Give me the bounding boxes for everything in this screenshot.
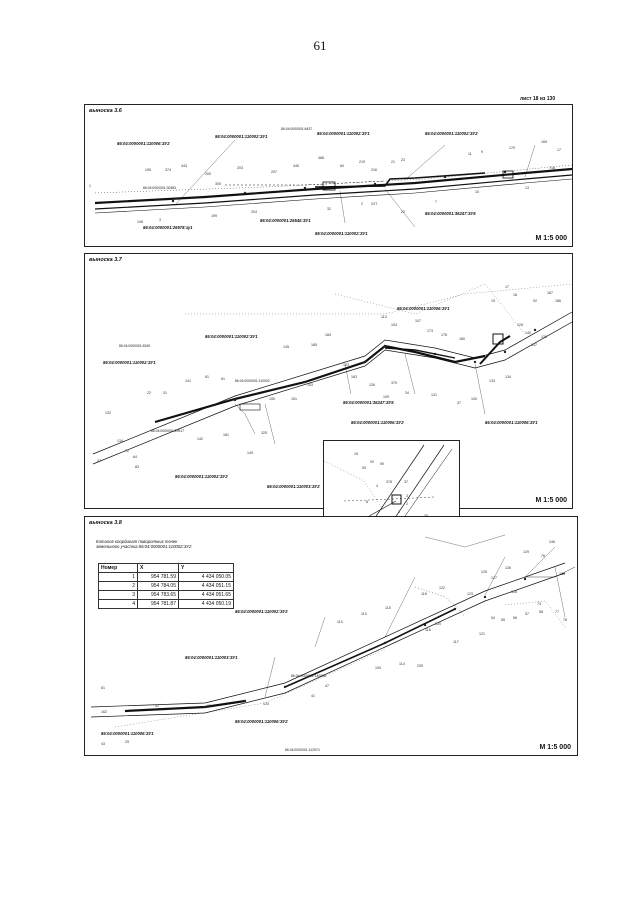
- panel-title: выноска 3.7: [89, 257, 122, 263]
- map-scale: М 1:5 000: [535, 497, 567, 504]
- cadastral-number: 86:04:0000001:29917: [151, 429, 184, 433]
- svg-text:92: 92: [370, 460, 374, 464]
- svg-text:31: 31: [163, 391, 167, 395]
- svg-text:19: 19: [491, 299, 495, 303]
- svg-text:116: 116: [421, 592, 427, 596]
- parcel-label: 86:04:0000001:110002:ЗУ1: [317, 131, 370, 136]
- svg-text:3: 3: [159, 218, 161, 222]
- parcel-label: 86:04:0000001:26578:зу1: [143, 225, 193, 230]
- svg-text:374: 374: [165, 168, 171, 172]
- svg-text:195: 195: [145, 168, 151, 172]
- map-drawing: [85, 105, 572, 246]
- svg-text:17: 17: [557, 148, 561, 152]
- svg-text:325: 325: [261, 431, 267, 435]
- svg-text:134: 134: [117, 439, 123, 443]
- table-row: 3 954 783.65 4 434 051.65: [99, 591, 234, 600]
- svg-text:73: 73: [537, 602, 541, 606]
- svg-text:186: 186: [555, 299, 561, 303]
- map-scale: М 1:5 000: [535, 235, 567, 242]
- svg-text:443: 443: [181, 164, 187, 168]
- svg-text:124: 124: [263, 702, 269, 706]
- svg-text:305: 305: [215, 182, 221, 186]
- parcel-label: 86:04:0000001:110006:ЗУ2: [117, 141, 170, 146]
- svg-text:93: 93: [362, 466, 366, 470]
- svg-text:445: 445: [293, 164, 299, 168]
- svg-text:1: 1: [89, 184, 91, 188]
- svg-text:41: 41: [311, 694, 315, 698]
- svg-text:123: 123: [467, 592, 473, 596]
- svg-text:142: 142: [197, 437, 203, 441]
- svg-text:125: 125: [517, 323, 523, 327]
- svg-text:718: 718: [549, 166, 555, 170]
- svg-text:170: 170: [509, 146, 515, 150]
- svg-text:133: 133: [489, 379, 495, 383]
- parcel-label: 86:04:0000001:110003:ЗУ2: [267, 484, 320, 489]
- svg-text:72: 72: [125, 449, 129, 453]
- page-number: 61: [313, 38, 327, 53]
- svg-text:113: 113: [361, 612, 367, 616]
- svg-text:204: 204: [251, 210, 257, 214]
- svg-text:56: 56: [513, 616, 517, 620]
- parcel-label: 86:04:0000001:110006:ЗУ1: [485, 420, 538, 425]
- svg-text:126: 126: [369, 383, 375, 387]
- svg-text:137: 137: [531, 343, 537, 347]
- svg-text:121: 121: [479, 632, 485, 636]
- svg-text:149: 149: [247, 451, 253, 455]
- svg-text:78: 78: [563, 618, 567, 622]
- svg-text:113: 113: [381, 315, 387, 319]
- svg-text:199: 199: [211, 214, 217, 218]
- svg-text:95: 95: [207, 704, 211, 708]
- svg-text:51: 51: [155, 704, 159, 708]
- svg-text:64: 64: [133, 455, 137, 459]
- sheet-label: лист 18 из 130: [520, 96, 556, 102]
- svg-text:488: 488: [318, 156, 324, 160]
- svg-text:8: 8: [366, 500, 368, 504]
- svg-text:138: 138: [541, 335, 547, 339]
- parcel-label: 86:04:0000001:110002:ЗУ2: [235, 609, 288, 614]
- svg-text:61: 61: [221, 377, 225, 381]
- svg-text:109: 109: [383, 395, 389, 399]
- svg-text:92: 92: [533, 299, 537, 303]
- cadastral-number: 86:04:0000001:6437: [281, 127, 313, 131]
- table-row: 1 954 781.59 4 434 050.05: [99, 573, 234, 582]
- svg-text:378: 378: [386, 480, 392, 484]
- parcel-label: 86:04:0000001:110003:ЗУ1: [185, 655, 238, 660]
- cadastral-number: 86:04:0000001:140006: [291, 674, 326, 678]
- parcel-label: 86:04:0000001:110002:ЗУ2: [425, 131, 478, 136]
- coordinate-table: [98, 563, 234, 609]
- svg-text:22: 22: [147, 391, 151, 395]
- svg-text:115: 115: [385, 606, 391, 610]
- svg-text:2: 2: [361, 202, 363, 206]
- svg-text:2V7: 2V7: [371, 202, 378, 206]
- svg-text:27: 27: [97, 459, 101, 463]
- parcel-label: 86:04:0000001:36247:ЗУ5: [343, 400, 394, 405]
- svg-text:13: 13: [525, 186, 529, 190]
- parcel-label: 86:04:0000001:110002:ЗУ1: [205, 334, 258, 339]
- parcel-label: 86:04:0000001:110006:ЗУ1: [397, 306, 450, 311]
- cadastral-number: 86:04:0000001:110002: [235, 379, 270, 383]
- svg-text:184: 184: [325, 333, 331, 337]
- svg-text:153: 153: [307, 383, 313, 387]
- map-scale: М 1:5 000: [539, 744, 571, 751]
- svg-text:140: 140: [525, 331, 531, 335]
- svg-text:219: 219: [359, 160, 365, 164]
- svg-text:23: 23: [401, 158, 405, 162]
- svg-text:122: 122: [439, 586, 445, 590]
- svg-text:134: 134: [505, 375, 511, 379]
- svg-text:100: 100: [471, 397, 477, 401]
- svg-text:125: 125: [481, 570, 487, 574]
- svg-text:187: 187: [547, 291, 553, 295]
- parcel-label: 86:04:0000001:36247:ЗУ5: [425, 211, 476, 216]
- map-drawing: [85, 517, 577, 755]
- cadastral-number: 86:04:0000001:30383: [143, 186, 176, 190]
- svg-text:169: 169: [541, 140, 547, 144]
- svg-text:185: 185: [311, 343, 317, 347]
- svg-text:2: 2: [406, 502, 408, 506]
- cadastral-number: 86:04:0000001:6349: [119, 344, 151, 348]
- svg-text:60: 60: [340, 164, 344, 168]
- parcel-label: 86:04:0000001:110002:ЗУ2: [175, 474, 228, 479]
- svg-text:173: 173: [427, 329, 433, 333]
- svg-text:178: 178: [441, 333, 447, 337]
- svg-text:25: 25: [125, 740, 129, 744]
- svg-text:4: 4: [376, 484, 378, 488]
- svg-text:77: 77: [555, 610, 559, 614]
- svg-text:207: 207: [271, 170, 277, 174]
- svg-text:120: 120: [435, 622, 441, 626]
- svg-text:37: 37: [404, 480, 408, 484]
- cadastral-number: 86:04:0000001:112974: [285, 748, 320, 752]
- svg-text:200: 200: [205, 172, 211, 176]
- svg-text:127: 127: [491, 576, 497, 580]
- parcel-label: 86:04:0000001:110006:ЗУ1: [101, 731, 154, 736]
- panel-title: выноска 3.6: [89, 108, 122, 114]
- parcel-label: 86:04:0000001:110002:ЗУ1: [215, 134, 268, 139]
- svg-text:18: 18: [513, 293, 517, 297]
- svg-text:90: 90: [380, 462, 384, 466]
- panel-title: выноска 3.8: [89, 520, 122, 526]
- svg-text:141: 141: [185, 379, 191, 383]
- svg-text:81: 81: [205, 375, 209, 379]
- svg-text:132: 132: [105, 411, 111, 415]
- svg-text:126: 126: [505, 566, 511, 570]
- svg-text:7: 7: [435, 200, 437, 204]
- svg-text:83: 83: [135, 465, 139, 469]
- parcel-label: 86:04:0000001:26545:ЗУ1: [260, 218, 311, 223]
- svg-text:151: 151: [291, 397, 297, 401]
- svg-text:128: 128: [511, 590, 517, 594]
- svg-text:9: 9: [481, 150, 483, 154]
- table-header-row: Номер X Y: [99, 564, 234, 573]
- svg-text:37: 37: [457, 401, 461, 405]
- svg-text:370: 370: [391, 381, 397, 385]
- svg-text:21: 21: [391, 160, 395, 164]
- svg-text:131: 131: [431, 393, 437, 397]
- svg-text:58: 58: [539, 610, 543, 614]
- svg-text:81: 81: [101, 686, 105, 690]
- svg-text:34: 34: [405, 391, 409, 395]
- svg-text:163: 163: [351, 375, 357, 379]
- svg-text:117: 117: [453, 640, 459, 644]
- callout-panel-3-8: [84, 516, 578, 756]
- svg-text:15: 15: [354, 452, 358, 456]
- svg-text:114: 114: [399, 662, 405, 666]
- table-row: 2 954 784.05 4 434 051.15: [99, 582, 234, 591]
- svg-text:180: 180: [459, 337, 465, 341]
- svg-text:118: 118: [425, 628, 431, 632]
- svg-text:130: 130: [559, 572, 565, 576]
- svg-text:11: 11: [468, 152, 472, 156]
- svg-text:22: 22: [401, 210, 405, 214]
- svg-text:76: 76: [541, 554, 545, 558]
- svg-text:198: 198: [137, 220, 143, 224]
- svg-text:54: 54: [491, 616, 495, 620]
- parcel-label: 86:04:0000001:110006:ЗУ2: [235, 719, 288, 724]
- svg-text:129: 129: [523, 550, 529, 554]
- svg-text:110: 110: [337, 620, 343, 624]
- coordinate-catalog-title: Каталог координат поворотных точек земельного участка 86:04:0000001:110002:ЗУ2: [96, 539, 192, 549]
- svg-text:181: 181: [223, 433, 229, 437]
- svg-text:203: 203: [237, 166, 243, 170]
- svg-text:1: 1: [398, 510, 400, 514]
- svg-text:104: 104: [391, 323, 397, 327]
- svg-text:57: 57: [525, 612, 529, 616]
- svg-text:239: 239: [417, 664, 423, 668]
- svg-text:32: 32: [327, 207, 331, 211]
- callout-panel-3-6: [84, 104, 573, 247]
- svg-text:216: 216: [371, 168, 377, 172]
- svg-text:47: 47: [325, 684, 329, 688]
- svg-text:107: 107: [415, 319, 421, 323]
- svg-text:10: 10: [475, 190, 479, 194]
- svg-text:17: 17: [505, 285, 509, 289]
- svg-text:145: 145: [283, 345, 289, 349]
- svg-text:55: 55: [501, 618, 505, 622]
- svg-text:3: 3: [406, 494, 408, 498]
- parcel-label: 86:04:0000001:110006:ЗУ2: [351, 420, 404, 425]
- svg-text:109: 109: [375, 666, 381, 670]
- svg-text:246: 246: [549, 540, 555, 544]
- svg-text:150: 150: [269, 397, 275, 401]
- parcel-label: 86:04:0000001:110002:ЗУ1: [315, 231, 368, 236]
- svg-text:43: 43: [101, 742, 105, 746]
- svg-text:123: 123: [343, 363, 349, 367]
- svg-text:162: 162: [101, 710, 107, 714]
- parcel-label: 86:04:0000001:110002:ЗУ1: [103, 360, 156, 365]
- table-row: 4 954 781.87 4 434 050.19: [99, 600, 234, 609]
